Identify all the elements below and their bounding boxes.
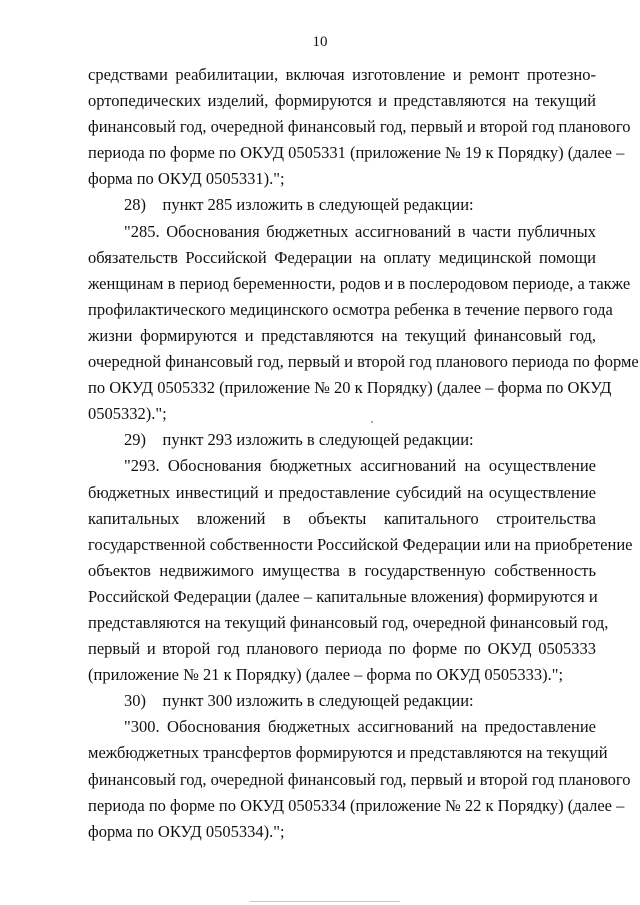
paragraph-item-30 — [88, 688, 596, 714]
page-number: 10 — [312, 34, 328, 50]
text-line: бюджетных инвестиций и предоставление субсидий на осуществление — [88, 482, 596, 502]
text-line: Российской Федерации (далее – капитальные вложения) формируются и — [88, 586, 598, 606]
text-line: объектов недвижимого имущества в государственную собственность — [88, 560, 596, 580]
paragraph-continuation — [88, 62, 631, 192]
text-line: "285. Обоснования бюджетных ассигнований в части публичных — [124, 221, 596, 241]
paragraph-item-28 — [88, 192, 596, 218]
paragraph-clause-293 — [88, 453, 633, 688]
document-body — [88, 62, 639, 845]
scan-speck — [371, 421, 373, 423]
text-line: обязательств Российской Федерации на оплату медицинской помощи — [88, 247, 596, 267]
text-line: по ОКУД 0505332 (приложение № 20 к Порядку) (далее – форма по ОКУД — [88, 378, 612, 398]
text-line: финансовый год, очередной финансовый год, первый и второй год планового — [88, 117, 631, 137]
text-line: женщинам в период беременности, родов и в послеродовом периоде, а также — [88, 273, 631, 293]
text-line: форма по ОКУД 0505331)."; — [88, 169, 285, 189]
paragraph-clause-285 — [88, 219, 639, 428]
text-line: государственной собственности Российской Федерации или на приобретение — [88, 534, 633, 554]
text-line: ортопедических изделий, формируются и представляются на текущий — [88, 91, 596, 111]
text-line: капитальных вложений в объекты капитального строительства — [88, 508, 596, 528]
text-line: финансовый год, очередной финансовый год, первый и второй год планового — [88, 769, 631, 789]
text-line: форма по ОКУД 0505334)."; — [88, 821, 285, 841]
paragraph-clause-300 — [88, 714, 631, 844]
text-line: межбюджетных трансфертов формируются и представляются на текущий — [88, 743, 608, 763]
text-line: "300. Обоснования бюджетных ассигнований на предоставление — [124, 717, 596, 737]
text-line: профилактического медицинского осмотра ребенка в течение первого года — [88, 299, 613, 319]
text-line: периода по форме по ОКУД 0505334 (приложение № 22 к Порядку) (далее – — [88, 795, 625, 815]
text-line: жизни формируются и представляются на текущий финансовый год, — [88, 325, 596, 345]
scan-edge-mark — [250, 901, 400, 902]
text-line: средствами реабилитации, включая изготовление и ремонт протезно- — [88, 65, 596, 84]
text-line: очередной финансовый год, первый и второй год планового периода по форме — [88, 352, 639, 372]
text-line: 30) пункт 300 изложить в следующей редакции: — [124, 691, 474, 711]
paragraph-item-29 — [88, 427, 596, 453]
text-line: первый и второй год планового периода по форме по ОКУД 0505333 — [88, 639, 596, 659]
text-line: "293. Обоснования бюджетных ассигнований на осуществление — [124, 456, 596, 476]
text-line: 28) пункт 285 изложить в следующей редакции: — [124, 195, 474, 215]
text-line: представляются на текущий финансовый год, очередной финансовый год, — [88, 612, 609, 632]
text-line: (приложение № 21 к Порядку) (далее – форма по ОКУД 0505333)."; — [88, 665, 564, 685]
text-line: периода по форме по ОКУД 0505331 (приложение № 19 к Порядку) (далее – — [88, 143, 625, 163]
text-line: 29) пункт 293 изложить в следующей редакции: — [124, 430, 474, 450]
text-line: 0505332)."; — [88, 404, 167, 424]
